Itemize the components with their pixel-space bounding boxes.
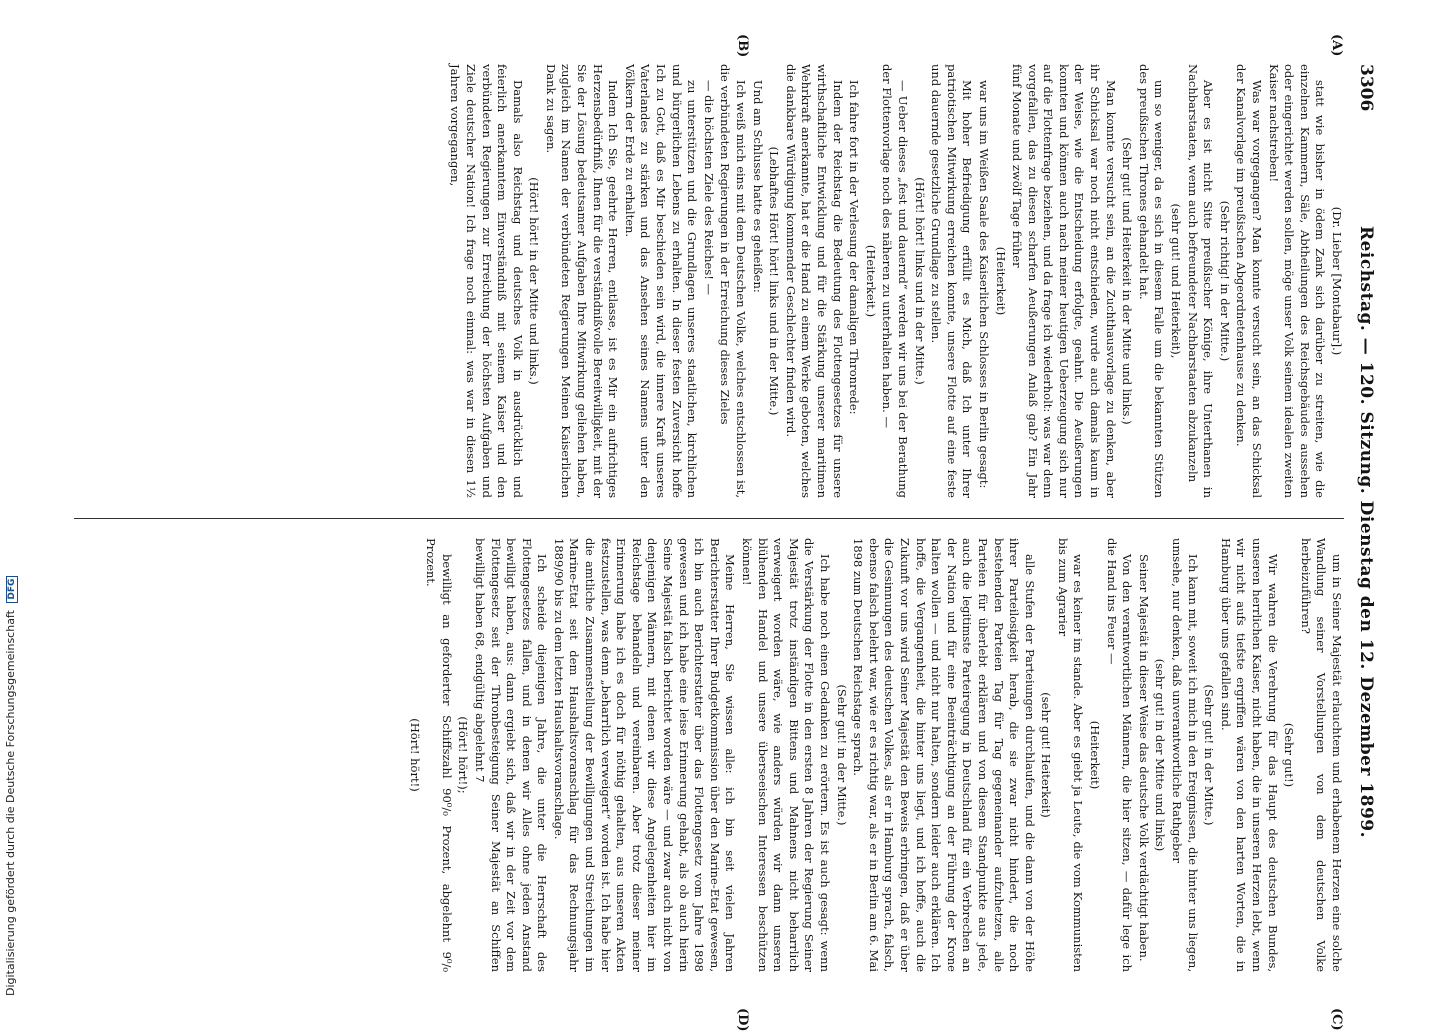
paragraph: (sehr gut! und Heiterkeit), xyxy=(1169,203,1184,359)
paragraph: war es keiner im stande. Aber es giebt ja Leute, die vom Kommunisten bis zum Agrarier xyxy=(1055,538,1086,972)
paragraph: Damals also Reichstag und deutsches Volk in ausdrücklich und feierlich anerkanntem Einverständniß mit seinem Kaiser und den verbündeten Regierungen zur Erreichung der höchsten Aufgaben und Ziele deutscher Nation! Ich frage noch einmal: was war in diesen 1½ Jahren vorgegangen, xyxy=(448,64,525,498)
paragraph: Wir wahren die Verehrung für das Haupt des deutschen Bundes, unseren herrlichen Kaiser, nicht haben, die in unseren Herzen lebt, wenn wir nicht aufs tiefste ergriffen wären von den harten Worten, die in Hamburg über uns gefallen sind. xyxy=(1218,538,1280,972)
left-column xyxy=(54,64,1344,498)
paragraph: Seiner Majestät in dieser Weise das deutsche Volk verdächtigt haben. xyxy=(1136,554,1151,962)
paragraph: — Ueber dieses „fest und dauernd“ werden wir uns bei der Berathung der Flottenvorlage noch des näheren zu unterhalten haben. — xyxy=(880,64,910,498)
paragraph: bewilligt an geforderter Schiffszahl 90⁰/₀ Prozent, abgelehnt 9⁰/₀ Prozent. xyxy=(424,538,454,972)
paragraph: Ich weiß mich eins mit dem Deutschen Volke, welches entschlossen ist, die verbündeten Regierungen in der Erreichung dieses Zieles xyxy=(718,64,749,498)
margin-marker-b: (B) xyxy=(735,34,750,58)
digitization-credit xyxy=(4,6,24,996)
page-title: Reichstag. — 120. Sitzung. Dienstag den 12. Dezember 1899. xyxy=(1356,225,1376,839)
paragraph: (Sehr gut! und Heiterkeit in der Mitte und links.) xyxy=(1120,137,1135,425)
column-divider xyxy=(74,518,1344,519)
paragraph: Ich kann mit, soweit ich mich in den Ereignissen, die hinter uns liegen, umsehe, nur denken, daß unverantwortliche Rathgeber xyxy=(1170,538,1200,972)
paragraph: war uns im Weißen Saale des Kaiserlichen Schlosses in Berlin gesagt: xyxy=(976,80,991,489)
margin-marker-d: (D) xyxy=(735,1008,750,1032)
paragraph: — die höchsten Ziele des Reiches! — xyxy=(701,80,716,296)
paragraph: (Lebhaftes Hört! hört! links und in der Mitte.) xyxy=(767,146,782,416)
paragraph: Und am Schlusse hatte es geheißen: xyxy=(750,80,765,293)
paragraph: (Sehr richtig! in der Mitte.) xyxy=(1217,200,1232,362)
paragraph: (Hört! hört!); xyxy=(456,716,471,794)
paragraph: um in Seiner Majestät erlauchtem und erhabenem Herzen eine solche Wandlung seiner Vorstellungen von dem deutschen Volke herbeizuführen? xyxy=(1298,538,1344,972)
paragraph: Was war vorgegangen? Man konnte versucht sein, an das Schicksal der Kanalvorlage im preußischen Abgeordnetenhause zu denken. xyxy=(1234,64,1265,498)
paragraph: Von den verantwortlichen Männern, die hier sitzen, — dafür lege ich die Hand ins Feuer — xyxy=(1104,538,1135,972)
margin-marker-a: (A) xyxy=(1329,34,1344,57)
paragraph: Ich habe noch einen Gedanken zu erörtern. Es ist auch gesagt: wenn die Verstärkung der Flotte in den ersten 8 Jahren der Regierung Seiner Majestät trotz inständigen Bittens und Mahnens nicht beharrlich verweigert worden wäre, wie anders würden wir dann unseren blühenden Handel und unsere überseeischen Interessen beschützen können! xyxy=(740,538,832,972)
paragraph: Meine Herren, Sie wissen alle: ich bin seit vielen Jahren Berichterstatter Ihrer Budgetkommission über den Marine-Etat gewesen, ich bin auch Berichterstatter über das Flottengesetz vom Jahre 1898 gewesen und ich habe eine leise Erinnerung gehabt, als ob auch hierin Seine Majestät falsch berichtet worden wäre — und zwar auch nicht von denjenigen Männern, mit denen wir diese Angelegenheiten hier im Reichstage behandeln und vereinbaren. Aber trotz dieser meiner Erinnerung habe ich es doch für nöthig gehalten, aus unseren Akten festzustellen, was denn „beharrlich verweigert“ worden ist. Ich habe hier die amtliche Zusammenstellung der Bewilligungen und Streichungen im Marine-Etat seit dem Haushaltsvoranschlag für das Rechnungsjahr 1889/90 bis zu dem letzten Haushaltsvoranschlage. xyxy=(551,538,738,972)
credit-text: Digitalisierung gefördert durch die Deutsche Forschungsgemeinschaft xyxy=(4,610,17,996)
paragraph: (Dr. Lieber [Montabaur].) xyxy=(1330,206,1344,356)
paragraph: (Heiterkeit.) xyxy=(863,244,878,318)
dfg-logo: DFG xyxy=(6,576,18,603)
paragraph: (Sehr gut!) xyxy=(1282,722,1297,788)
paragraph: um so weniger, da es sich in diesem Falle um die bekannten Stützen des preußischen Thrones gehandelt hat. xyxy=(1136,64,1167,498)
paragraph: zu unterstützen und die Grundlagen unseres staatlichen, kirchlichen und bürgerlichen Lebens zu erhalten. In dieser festen Zuversicht hoffe Ich zu Gott, daß es Mir beschieden sein wird, die innere Kraft unseres Vaterlandes zu stärken und das Ansehen seines Namens unter den Völkern der Erde zu erhalten. xyxy=(622,64,700,498)
paragraph: (sehr gut! in der Mitte und links) xyxy=(1153,658,1168,852)
paragraph: (Hört! hört! in der Mitte und links.) xyxy=(527,177,542,385)
paragraph: Indem Ich Sie, geehrte Herren, entlasse, ist es Mir ein aufrichtiges Herzensbedürfniß, Ihnen für die verständnißvolle Bereitwilligkeit, mit der Sie der Lösung bedeutsamer Aufgaben Ihre Mitwirkung geliehen haben, zugleich im Namen der verbündeten Regierungen Meinen Kaiserlichen Dank zu sagen. xyxy=(543,64,621,498)
paragraph: Ich scheide diejenigen Jahre, die unter die Herrschaft des Flottengesetzes fallen, und in denen wir Alles ohne jeden Anstand bewilligt haben, aus: dann ergiebt sich, daß wir in der Zeit vor dem Flottengesetz seit der Thronbesteigung Seiner Majestät an Schiffen bewilligt haben 68, endgültig abgelehnt 7 xyxy=(472,538,550,972)
margin-marker-c: (C) xyxy=(1329,1008,1344,1031)
paragraph: statt wie bisher in ödem Zank sich darüber zu streiten, wie die einzelnen Kammern, Säle, Abtheilungen des Reichsgebäudes aussehen oder eingerichtet werden sollen, möge unser Volk seinem idealen zweiten Kaiser nachstreben! xyxy=(1266,64,1328,498)
page-content xyxy=(48,34,1378,1032)
paragraph: (Sehr gut! in der Mitte.) xyxy=(1202,684,1217,826)
paragraph: (sehr gut! Heiterkeit) xyxy=(1039,692,1054,818)
paragraph: (Hört! hört!) xyxy=(407,718,422,792)
paragraph: alle Stufen der Parteiungen durchlaufen, und die dann von der Höhe ihrer Parteilosigkeit herab, die sie zwar nicht hindert, die noch bestehenden Parteien Tag für Tag gegeneinander aufzuhetzen, alle Parteien für überlebt erklären und von diesem Standpunkte aus jede, auch die legitimste Parteiregung in Deutschland für ein Verbrechen an der Nation und für eine Beeinträchtigung an der Führung der Krone halten wollen — und nicht nur halten, sondern leider auch erklären. Ich hoffe, die Vergangenheit, die hinter uns liegt, und ich hoffe, auch die Zukunft vor uns wird Seiner Majestät den Beweis erbringen, daß er über die Gesinnungen des deutschen Volkes, als er in Hamburg sprach, falsch, ebenso falsch belehrt war, wie er es richtig war, als er in Berlin am 6. Mai 1898 zum Deutschen Reichstage sprach. xyxy=(851,538,1037,972)
paragraph: Man konnte versucht sein, an die Zuchthausvorlage zu denken, aber ihr Schicksal war noch nicht entschieden, wurde auch damals kaum in der Weise, wie die Entscheidung erfolgte, geahnt. Die Aeußerungen konnten und können auch nach meiner heutigen Ueberzeugung sich nur auf die Flottenfrage beziehen, und da frage ich wiederholt: was war denn vorgefallen, das zu diesen scharfen Aeußerungen Anlaß gab? Ein Jahr fünf Monate und zwölf Tage früher xyxy=(1010,64,1118,498)
paragraph: Ich fahre fort in der Verlesung der damaligen Thronrede: xyxy=(847,80,862,415)
paragraph: Mit hoher Befriedigung erfüllt es Mich, daß Ich unter Ihrer patriotischen Mitwirkung erreichen konnte, unsere Flotte auf eine feste und dauernde gesetzliche Grundlage zu stellen. xyxy=(929,64,975,498)
right-column xyxy=(54,538,1344,972)
page-header xyxy=(1352,64,1378,1000)
paragraph: (Hört! hört! links und in der Mitte.) xyxy=(912,177,927,385)
paragraph: Aber es ist nicht Sitte preußischer Könige, ihre Unterthanen in Nachbarstaaten, wenn auch befreundeter Nachbarstaaten abzukanzeln xyxy=(1185,64,1216,498)
paragraph: Indem der Reichstag die Bedeutung des Flottengesetzes für unsere wirthschaftliche Entwicklung und für die Stärkung unserer maritimen Wehrkraft anerkannte, hat er die Hand zu einem Werke geboten, welches die dankbare Würdigung kommender Geschlechter finden wird. xyxy=(783,64,845,498)
paragraph: (Heiterkeit) xyxy=(993,246,1008,316)
page-number: 3306 xyxy=(1356,64,1376,112)
paragraph: (Heiterkeit) xyxy=(1088,720,1103,790)
paragraph: (Sehr gut! in der Mitte.) xyxy=(834,684,849,826)
